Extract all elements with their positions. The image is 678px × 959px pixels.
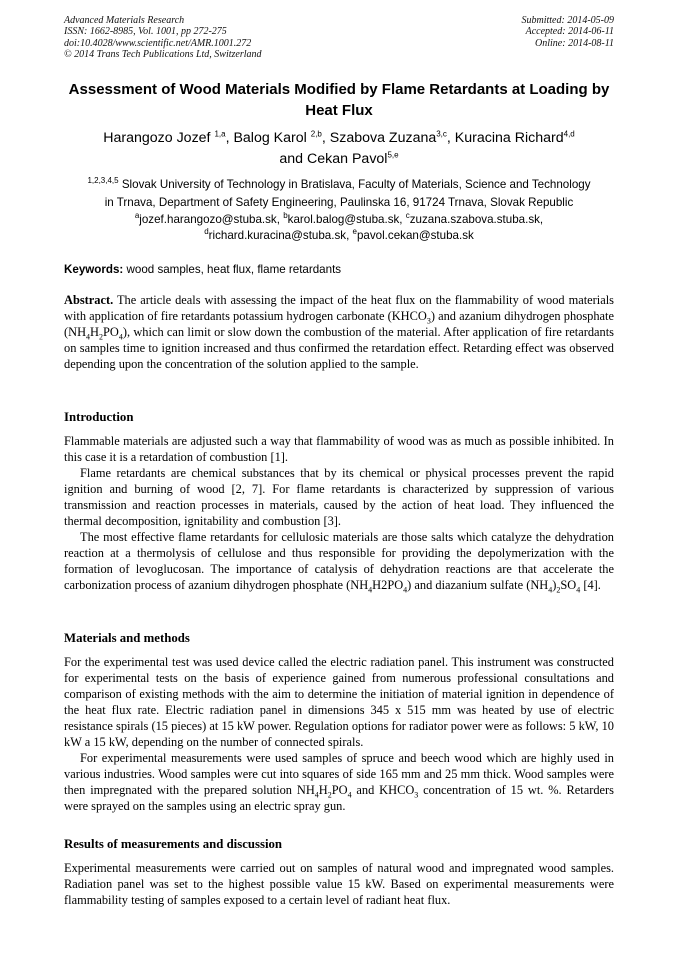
online-date: Online: 2014-08-11 [535,37,614,49]
author-name: Harangozo Jozef [103,130,215,146]
paragraph: Flammable materials are adjusted such a way that flammability of wood was as much as possible inhibited. In this case it is a retardation of combustion [1]. [64,434,614,464]
email-link[interactable]: pavol.cekan@stuba.sk [356,228,474,242]
email-sup: a [134,211,140,221]
paragraph-text: For experimental measurements were used samples of spruce and beech wood which are highly used in various industries. Wood samples were cut into squares of side 165 mm and 25 mm thick. Wood samples were then impregnated with the prepared solution NH [64,751,614,797]
paragraph: For the experimental test was used device called the electric radiation panel. This instrument was constructed for experimental tests on the basis of experience gained from numerous professional consultations and comparison of existing methods with the aim to determine the initiation of material ignition in dependence of the heat flux rate. Electric radiation panel in dimensions 345 x 515 mm was heated by use of electric resistance spirals (15 pieces) at 15 kW power. Regulation options for radiator power were as follows: 5 kW, 10 kW a 15 kW, depending on the number of connected spirals. [64,655,614,749]
paragraph-text: [4]. [580,578,601,592]
affiliation [64,176,614,211]
affiliation-line: Slovak University of Technology in Bratislava, Faculty of Materials, Science and Technology [118,178,591,191]
paragraph-text: SO [560,578,577,592]
author-name: , Kuracina Richard [446,130,564,146]
paragraph-text: ) [552,578,557,592]
introduction-section [64,433,614,593]
paragraph-text: H [318,783,328,797]
author-name: , Szabova Zuzana [321,130,437,146]
results-section [64,860,614,908]
subscript: 2 [327,790,332,800]
email-sup: e [352,226,357,236]
abstract-text: PO [102,325,119,339]
author-sup: 1,a [214,129,226,139]
author-name: and Cekan Pavol [279,151,388,167]
paragraph-text: and KHCO [351,783,415,797]
subscript: 4 [314,790,319,800]
journal-doi: doi:10.4028/www.scientific.net/AMR.1001.272 [64,37,252,49]
email-link[interactable]: jozef.harangozo@stuba.sk, [139,213,284,226]
subscript: 2 [556,585,561,595]
submitted-date: Submitted: 2014-05-09 [521,15,614,26]
author-sup: 3,c [436,129,447,139]
abstract-label: Abstract. [64,293,114,307]
email-sup: b [283,211,288,221]
author-sup: 5,e [387,150,399,160]
paragraph [64,750,614,814]
subscript: 4 [118,332,123,342]
email-link[interactable]: karol.balog@stuba.sk, [287,213,406,226]
paragraph-text: ) and diazanium sulfate (NH [407,578,549,592]
keywords-text: wood samples, heat flux, flame retardants [123,263,342,276]
subscript: 4 [403,585,408,595]
subscript: 2 [98,332,103,342]
accepted-date: Accepted: 2014-06-11 [525,26,614,38]
paragraph-text: PO [331,783,348,797]
paragraph [64,529,614,593]
abstract-text: The article deals with assessing the impact of the heat flux on the flammability of wood materials with application of fire retardants potassium hydrogen carbonate (KHCO [64,293,614,323]
keywords [64,262,614,278]
abstract-text: H [90,325,99,339]
abstract-text: ) and azanium dihydrogen phosphate (NH [64,309,614,339]
paragraph-text: concentration of 15 wt. %. Retarders were sprayed on the samples using an electric spray gun. [64,783,614,813]
affiliation-sup: 1,2,3,4,5 [87,176,119,186]
subscript: 4 [86,332,91,342]
journal-header-right [522,15,615,49]
email-sup: c [405,211,410,221]
email-sup: d [204,226,209,236]
subscript: 4 [576,585,581,595]
paragraph-text: The most effective flame retardants for cellulosic materials are those salts which catalyze the dehydration reaction at a thermolysis of cellulose and thus responsible for providing the depolymerization with the formation of levoglucosan. The importance of catalysis of dehydration reactions are that accelerate the carbonization process of azanium dihydrogen phosphate (NH [64,530,614,592]
email-link[interactable]: zuzana.szabova.stuba.sk, [409,213,544,226]
abstract [64,292,614,372]
journal-name: Advanced Materials Research [64,15,185,26]
section-heading-introduction: Introduction [64,410,134,424]
author-name: , Balog Karol [225,130,311,146]
paragraph: Experimental measurements were carried out on samples of natural wood and impregnated wood samples. Radiation panel was set to the highest possible value 15 kW. Based on experimental measurements were flammability testing of samples exposed to a certain level of radiant heat flux. [64,861,614,907]
paragraph-text: H2PO [372,578,404,592]
author-sup: 2,b [310,129,322,139]
paragraph: Flame retardants are chemical substances that by its chemical or physical processes prevent the rapid ignition and burning of wood [2, 7]. For flame retardants is characterized by suppression of various transmission and reaction processes in materials, caused by the action of heat load. They influenced the thermal decomposition, ignitability and combustion [3]. [64,466,614,528]
abstract-text: ), which can limit or slow down the combustion of the material. After application of fire retardants on samples time to ignition increased and thus confirmed the retardation effect. Retarding effect was observed depending upon the concentration of the solution applied to the sample. [64,325,614,371]
journal-issn: ISSN: 1662-8985, Vol. 1001, pp 272-275 [64,26,227,38]
subscript: 4 [347,790,352,800]
section-heading-results: Results of measurements and discussion [64,837,283,851]
section-heading-materials: Materials and methods [64,631,190,645]
subscript: 4 [548,585,553,595]
materials-section [64,654,614,814]
affiliation-line: in Trnava, Department of Safety Engineering, Paulinska 16, 91724 Trnava, Slovak Republic [104,195,574,209]
paper-title: Assessment of Wood Materials Modified by Flame Retardants at Loading by Heat Flux [68,81,610,119]
subscript: 4 [368,585,373,595]
subscript: 3 [426,316,431,326]
keywords-label: Keywords: [64,263,124,276]
author-sup: 4,d [563,129,575,139]
subscript: 3 [414,790,419,800]
author-list [52,128,626,170]
email-link[interactable]: richard.kuracina@stuba.sk, [208,228,353,242]
journal-copyright: © 2014 Trans Tech Publications Ltd, Switzerland [64,48,262,60]
journal-header-left [64,15,262,60]
author-emails [64,212,614,243]
